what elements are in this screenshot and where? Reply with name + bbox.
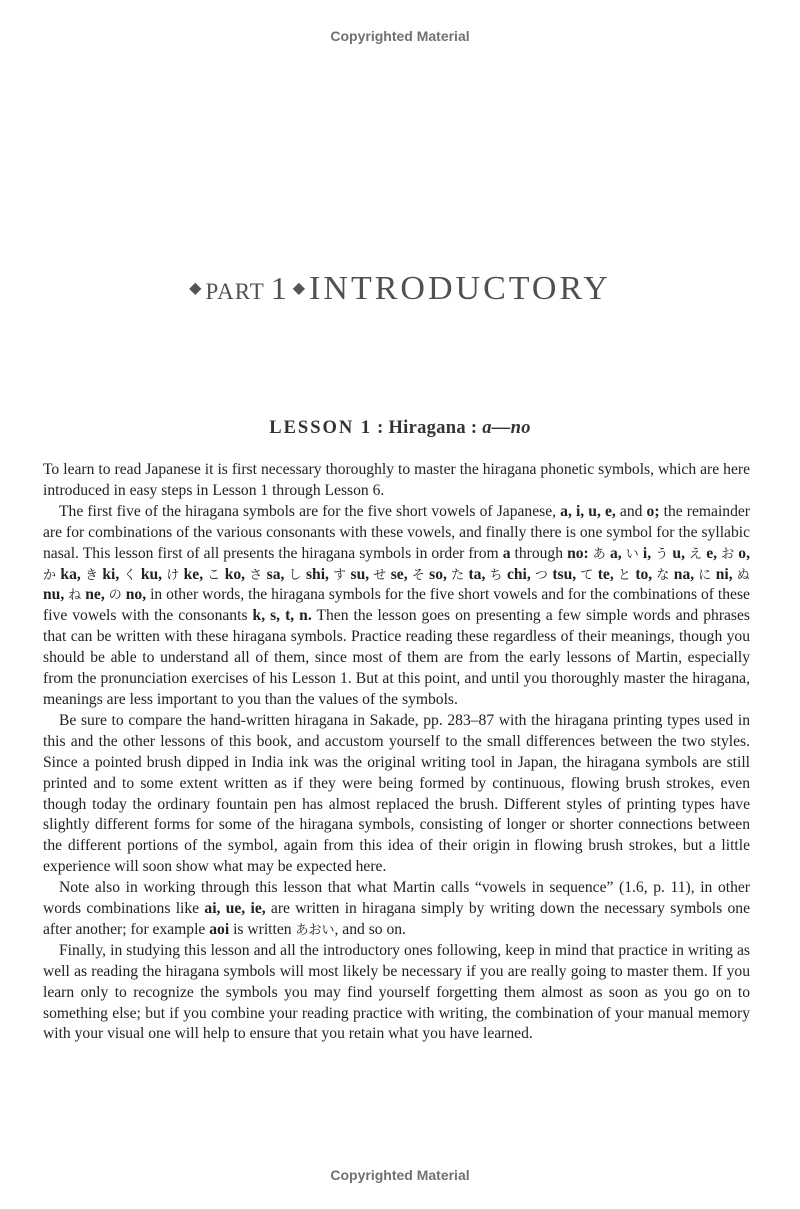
kana-glyph: ね xyxy=(68,587,82,603)
kana-romaji: sa, xyxy=(266,565,285,583)
kana-glyph: そ xyxy=(411,566,425,582)
kana-glyph: く xyxy=(123,566,137,582)
kana-romaji: chi, xyxy=(506,565,531,583)
kana-glyph: さ xyxy=(249,566,263,582)
text-run: Then the lesson goes on presenting a few simple words and phrases that can be written with these hiragana symbols. Practice reading these regardless of their meanings, though you should be able to understand all of them, since most of them are from the early lessons of Martin, especially from the pronunciation exercises of his Lesson 1. But at this point, and until you thoroughly master the hiragana, meanings are less important to you than the values of the symbols. xyxy=(43,607,750,708)
paragraph-3: Be sure to compare the hand-written hiragana in Sakade, pp. 283–87 with the hiragana printing types used in this and the other lessons of this book, and accustom yourself to the small differences between the two styles. Since a pointed brush dipped in India ink was the original writing tool in Japan, the hiragana symbols are still printed and to some extent written as if they were being formed by continuous, flowing brush strokes, even though today the ordinary fountain pen has almost replaced the brush. Different styles of printing types have slightly different forms for some of the hiragana symbols, consisting of longer or shorter connections between the different portions of the symbol, again from this idea of their origin in flowing brush strokes, but a little experience will soon show what may be expected here. xyxy=(43,711,750,876)
kana-romaji: su, xyxy=(350,565,370,583)
text-run: , and so on. xyxy=(334,920,406,938)
kana-romaji: ke, xyxy=(183,565,204,583)
kana-glyph: ち xyxy=(489,566,503,582)
kana-glyph: た xyxy=(451,566,465,582)
paragraph-4 xyxy=(43,878,750,941)
kana-glyph: ぬ xyxy=(736,566,750,582)
part-label: PART xyxy=(205,279,265,304)
kana-romaji: to, xyxy=(635,565,653,583)
kana-romaji: a, xyxy=(609,544,622,562)
kana-romaji: ni, xyxy=(715,565,733,583)
text-run: the remainder are for combinations of the various consonants with these vowels, and finally there is one symbol for the syllabic nasal. This lesson first of all presents the hiragana symbols in order from xyxy=(43,502,751,562)
kana-glyph: と xyxy=(617,566,632,582)
kana-glyph: え xyxy=(689,545,703,561)
kana-aoi: あおい xyxy=(295,921,335,937)
kana-romaji: i, xyxy=(642,544,652,562)
kana-romaji: ne, xyxy=(85,586,105,604)
kana-romaji: ko, xyxy=(224,565,246,583)
kana-romaji: ta, xyxy=(468,565,486,583)
diamond-ornament-icon: ◆ xyxy=(292,280,306,297)
part-title: INTRODUCTORY xyxy=(309,270,611,307)
text-run: The first five of the hiragana symbols are for the five short vowels of Japanese, xyxy=(59,502,561,520)
kana-glyph: せ xyxy=(373,566,387,582)
kana-romaji: u, xyxy=(672,544,685,562)
paragraph-5: Finally, in studying this lesson and all the introductory ones following, keep in mind that practice in writing as well as reading the hiragana symbols will most likely be necessary if you are really going to master them. If you learn only to recognize the symbols you may find yourself forgetting them almost as soon as you go on to something else; but if you combine your reading practice with writing, the combination of your manual memory with your visual one will help to ensure that you retain what you have learned. xyxy=(43,941,750,1043)
lesson-topic: Hiragana xyxy=(388,418,466,438)
kana-romaji: na, xyxy=(673,565,695,583)
text-run: through xyxy=(510,544,568,562)
separator: : xyxy=(470,418,478,438)
diamond-ornament-icon: ◆ xyxy=(189,280,202,297)
kana-glyph: す xyxy=(333,566,347,582)
copyright-watermark-bottom: Copyrighted Material xyxy=(330,1167,470,1183)
kana-romaji: so, xyxy=(429,565,447,583)
kana-glyph: あ xyxy=(592,545,606,561)
bold-consonants: k, s, t, n. xyxy=(252,607,312,625)
kana-romaji: te, xyxy=(597,565,614,583)
kana-glyph: か xyxy=(43,566,57,582)
text-run: is written xyxy=(229,920,296,938)
kana-glyph: け xyxy=(166,566,180,582)
part-number: 1 xyxy=(270,270,287,306)
kana-romaji: ka, xyxy=(60,565,81,583)
lesson-heading xyxy=(0,418,800,439)
bold-vowels: a, i, u, e, xyxy=(560,502,616,520)
text-run: in other words, the hiragana symbols for the five short vowels and for the combinations of these five vowels with the consonants xyxy=(43,586,750,625)
paragraph-1: To learn to read Japanese it is first necessary thoroughly to master the hiragana phonetic symbols, which are here introduced in easy steps in Lesson 1 through Lesson 6. xyxy=(43,461,750,499)
kana-glyph: き xyxy=(84,566,99,582)
kana-romaji: no, xyxy=(125,586,147,604)
kana-romaji: tsu, xyxy=(552,565,577,583)
paragraph-2 xyxy=(43,502,750,711)
kana-glyph: こ xyxy=(207,566,221,582)
text-run: Note also in working through this lesson that what Martin calls “vowels in sequence” (1.6, p. 11), in other words combinations like xyxy=(43,879,750,918)
kana-glyph: お xyxy=(721,545,735,561)
kana-romaji: o, xyxy=(738,544,750,562)
kana-glyph: し xyxy=(288,566,302,582)
bold-o: o; xyxy=(646,502,660,520)
kana-glyph: の xyxy=(108,587,122,603)
kana-glyph: う xyxy=(655,545,669,561)
lesson-body xyxy=(43,460,750,1045)
kana-romaji: e, xyxy=(706,544,718,562)
kana-glyph: な xyxy=(656,566,670,582)
kana-romaji: ki, xyxy=(102,565,120,583)
copyright-watermark-top: Copyrighted Material xyxy=(330,28,470,44)
lesson-range: a—no xyxy=(482,418,531,438)
kana-romaji: shi, xyxy=(305,565,329,583)
text-run: are written in hiragana simply by writing down the necessary symbols one after another; for example xyxy=(43,900,750,938)
lesson-label: LESSON 1 xyxy=(269,418,373,438)
kana-glyph: に xyxy=(698,566,712,582)
bold-aoi: aoi xyxy=(209,920,230,938)
bold-no: no: xyxy=(567,544,589,562)
kana-romaji: nu, xyxy=(43,586,65,604)
kana-glyph: つ xyxy=(534,566,549,582)
kana-romaji: ku, xyxy=(140,565,163,583)
kana-glyph: て xyxy=(580,566,594,582)
part-heading xyxy=(0,270,800,308)
bold-a: a xyxy=(502,544,511,562)
text-run: and xyxy=(615,502,647,520)
bold-examples: ai, ue, ie, xyxy=(204,900,266,918)
kana-romaji: se, xyxy=(390,565,408,583)
kana-glyph: い xyxy=(625,545,639,561)
separator: : xyxy=(377,418,384,438)
